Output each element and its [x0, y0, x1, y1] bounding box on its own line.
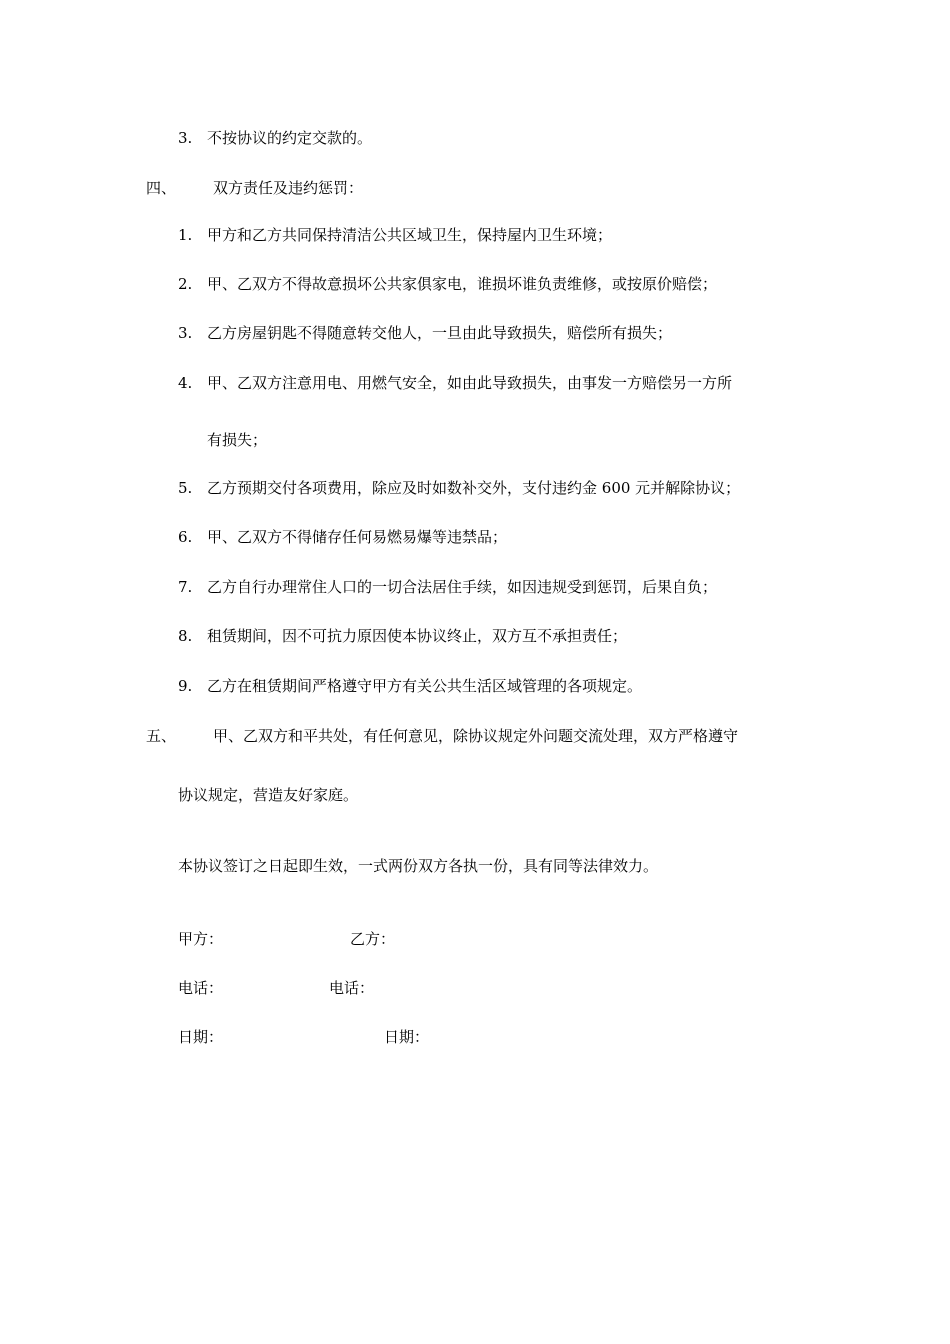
date-b-label: 日期：	[384, 1028, 430, 1046]
list-item-number: 7.	[178, 578, 193, 596]
closing-statement: 本协议签订之日起即生效，一式两份双方各执一份，具有同等法律效力。	[178, 857, 659, 875]
list-item-text: 甲方和乙方共同保持清洁公共区域卫生，保持屋内卫生环境；	[207, 226, 613, 244]
list-item-text: 甲、乙双方注意用电、用燃气安全，如由此导致损失，由事发一方赔偿另一方所	[207, 374, 733, 392]
party-a-label: 甲方：	[178, 930, 224, 948]
list-item-text: 乙方房屋钥匙不得随意转交他人，一旦由此导致损失，赔偿所有损失；	[207, 324, 673, 342]
section-text-continuation: 协议规定，营造友好家庭。	[178, 786, 359, 804]
party-b-label: 乙方：	[350, 930, 396, 948]
list-item-number: 3.	[178, 324, 193, 342]
list-item-text: 甲、乙双方不得故意损坏公共家俱家电，谁损坏谁负责维修，或按原价赔偿；	[207, 275, 718, 293]
phone-a-label: 电话：	[178, 979, 224, 997]
list-item-text: 不按协议的约定交款的。	[207, 129, 373, 147]
list-item-text: 乙方预期交付各项费用，除应及时如数补交外，支付违约金 600 元并解除协议；	[207, 479, 741, 497]
list-item-number: 3.	[178, 129, 193, 147]
list-item-number: 4.	[178, 374, 193, 392]
list-item-number: 6.	[178, 528, 193, 546]
section-heading-number: 四、	[146, 179, 177, 197]
list-item-number: 5.	[178, 479, 193, 497]
phone-b-label: 电话：	[329, 979, 375, 997]
list-item-text: 乙方自行办理常住人口的一切合法居住手续，如因违规受到惩罚，后果自负；	[207, 578, 718, 596]
list-item-number: 9.	[178, 677, 193, 695]
section-text: 甲、乙双方和平共处，有任何意见，除协议规定外问题交流处理，双方严格遵守	[213, 727, 739, 745]
list-item-text-continuation: 有损失；	[207, 431, 268, 449]
list-item-text: 甲、乙双方不得储存任何易燃易爆等违禁品；	[207, 528, 508, 546]
section-heading-text: 双方责任及违约惩罚：	[213, 179, 364, 197]
list-item-text: 租赁期间，因不可抗力原因使本协议终止，双方互不承担责任；	[207, 627, 628, 645]
list-item-number: 1.	[178, 226, 193, 244]
date-a-label: 日期：	[178, 1028, 224, 1046]
section-heading-number: 五、	[146, 727, 177, 745]
list-item-number: 8.	[178, 627, 193, 645]
list-item-number: 2.	[178, 275, 193, 293]
list-item-text: 乙方在租赁期间严格遵守甲方有关公共生活区域管理的各项规定。	[207, 677, 643, 695]
